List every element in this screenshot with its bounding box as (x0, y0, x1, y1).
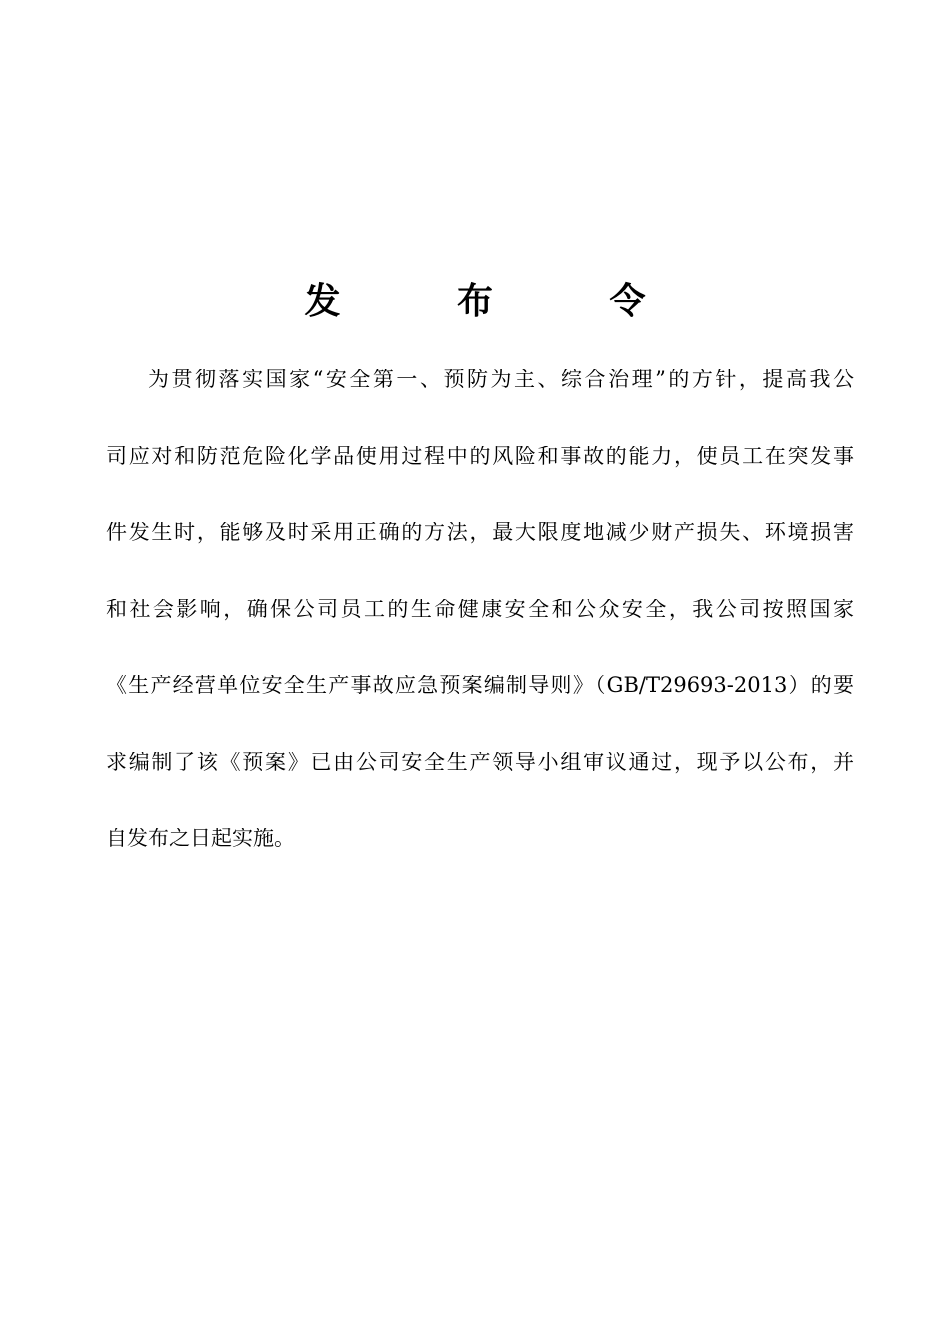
paragraph-line-1: 为贯彻落实国家“安全第一、预防为主、综合治理”的方针，提高我公 (148, 369, 854, 391)
paragraph-line-6: 求编制了该《预案》已由公司安全生产领导小组审议通过，现予以公布，并 (106, 751, 854, 774)
page-title: 发 布 令 (304, 280, 698, 322)
paragraph-line-4: 和社会影响，确保公司员工的生命健康安全和公众安全，我公司按照国家 (106, 598, 854, 621)
body-paragraph (106, 369, 854, 905)
paragraph-line-3: 件发生时，能够及时采用正确的方法，最大限度地减少财产损失、环境损害 (106, 522, 854, 544)
paragraph-line-5: 《生产经营单位安全生产事故应急预案编制导则》（GB/T29693-2013）的要 (106, 675, 854, 697)
paragraph-line-2: 司应对和防范危险化学品使用过程中的风险和事故的能力，使员工在突发事 (106, 445, 854, 468)
paragraph-line-7: 自发布之日起实施。 (106, 828, 295, 850)
